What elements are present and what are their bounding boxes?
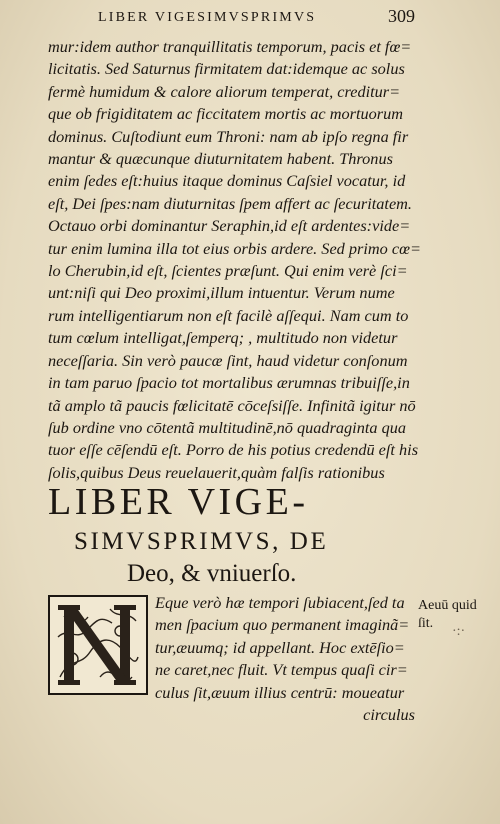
text-line: eſt, Dei ſpes:nam diuturnitas ſpem affert ac ſecuritatem. <box>48 193 413 213</box>
text-line: enim ſedes eſt:huius itaque dominus Caſsiel vocatur, id <box>48 171 406 191</box>
text-line: tur,æuumq; id appellant. Hoc extēſio= <box>155 637 405 657</box>
heading-line-1: LIBER VIGE- <box>48 481 309 523</box>
text-line: ſub ordine vno cōtentã multitudinē,nō quadraginta qua <box>48 417 407 437</box>
chapter-text <box>155 592 415 726</box>
decorated-initial <box>48 595 148 695</box>
text-line: tur enim lumina illa tot eius orbis ardere. Sed primo cœ= <box>48 238 421 258</box>
running-head: LIBER VIGESIMVSPRIMVS <box>98 10 317 25</box>
text-line: mantur & quæcunque diuturnitatem habent. Thronus <box>48 149 393 169</box>
margin-note-line: Aeuū quid <box>418 598 477 613</box>
text-line: lo Cherubin,id eſt, ſcientes præſunt. Qui enim verè ſci= <box>48 261 408 281</box>
foliage-ornament-icon <box>50 597 146 693</box>
text-line: culus ſit,æuum illius centrū: moueatur <box>155 682 405 702</box>
text-line: Octauo orbi dominantur Seraphin,id eſt ardentes:vide= <box>48 216 411 236</box>
text-line: tum cœlum intelligat,ſemperq; , multitudo non videtur <box>48 328 398 348</box>
text-line: que ob frigiditatem ac ficcitatem mortis ac mortuorum <box>48 104 403 124</box>
margin-note-line: ſit. <box>418 616 434 631</box>
text-line: mur:idem author tranquillitatis temporum, pacis et fœ= <box>48 37 412 56</box>
page-number: 309 <box>388 6 415 26</box>
heading-line-2: SIMVSPRIMVS, DE <box>74 528 329 555</box>
body-text <box>48 36 421 484</box>
margin-mark: ·:· <box>452 624 466 639</box>
text-line: ne caret,nec fluit. Vt tempus quaſi cir= <box>155 660 408 680</box>
text-line: men ſpacium quo permanent imaginã= <box>155 615 410 635</box>
text-line: Eque verò hæ tempori ſubiacent,ſed ta <box>155 593 405 612</box>
text-line: tã amplo tã paucis fœlicitatē cōceſsiſſe. Infinitã igitur nō <box>48 395 416 415</box>
text-line: fermè humidum & calore aliorum temperat, creditur= <box>48 81 401 101</box>
text-line: dominus. Cuſtodiunt eum Throni: nam ab ipſo regna fir <box>48 126 409 146</box>
heading-line-3: Deo, & vniuerſo. <box>127 560 297 587</box>
text-line: rum intelligentiarum non eſt facilè aſſequi. Nam cum to <box>48 305 409 325</box>
text-line: unt:niſi qui Deo proximi,illum intuentur. Verum nume <box>48 283 395 303</box>
text-line: ſolis,quibus Deus reuelauerit,quàm falſis rationibus <box>48 462 385 482</box>
text-line: licitatis. Sed Saturnus firmitatem dat:idemque ac solus <box>48 59 405 79</box>
text-line: in tam paruo ſpacio tot mortalibus ærumnas tribuiſſe,in <box>48 373 410 393</box>
text-line: tuor eſſe cēſendū eſt. Porro de his potius credendū eſt his <box>48 440 419 460</box>
margin-note <box>418 597 477 633</box>
text-line: circulus <box>363 705 415 725</box>
text-line: neceſſaria. Sin verò paucæ ſint, haud videtur conſonum <box>48 350 408 370</box>
